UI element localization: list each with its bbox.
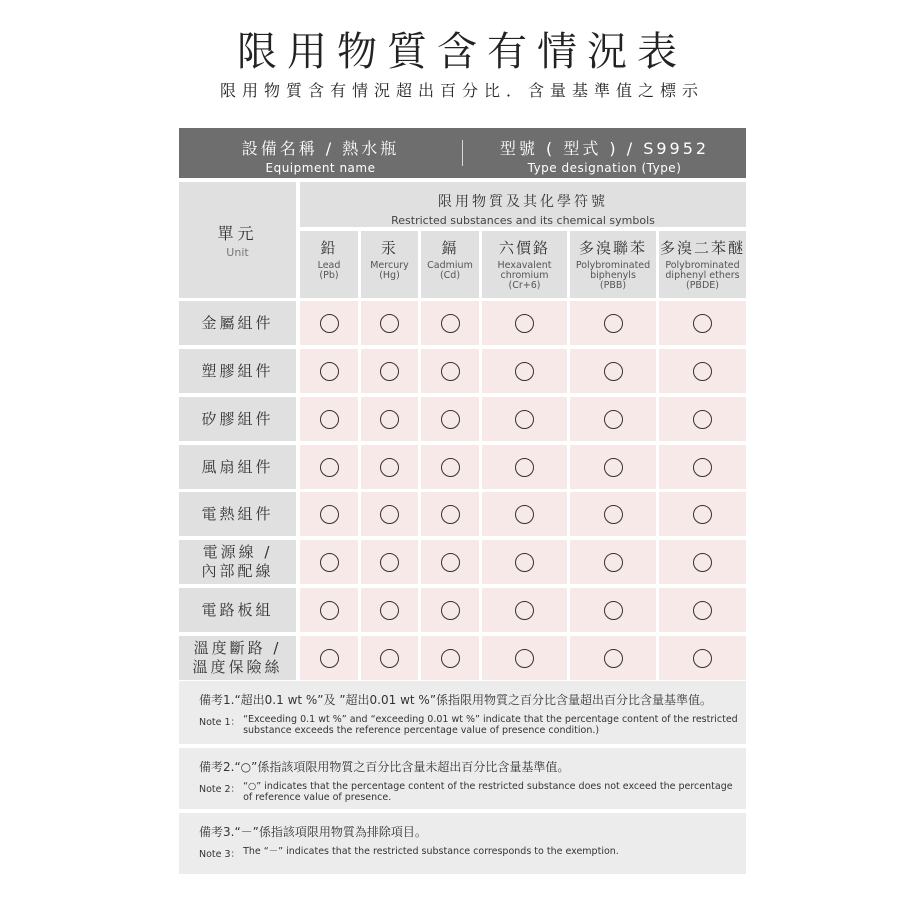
row-label-line: 電源線 / [202, 543, 273, 561]
note-1-text: “Exceeding 0.1 wt %” and “exceeding 0.01 wt %” indicate that the percentage content of the restricted substance exceeds the reference percentage value of presence condition.) [243, 714, 738, 736]
table-cell [570, 301, 656, 345]
circle-mark-icon [693, 505, 712, 524]
circle-mark-icon [515, 553, 534, 572]
row-label [179, 492, 296, 536]
note-3-label: Note 3： [199, 849, 241, 860]
note-2-en [199, 781, 746, 803]
substance-name-zh: 鉛 [320, 239, 338, 257]
substance-name-zh: 鎘 [441, 239, 459, 257]
row-label-text [201, 410, 273, 429]
circle-mark-icon [693, 649, 712, 668]
table-cell [421, 301, 479, 345]
substance-name-en-line: (PBB) [599, 280, 627, 291]
row-label-line: 溫度保險絲 [192, 658, 283, 676]
circle-mark-icon [320, 314, 339, 333]
table-cell [361, 445, 418, 489]
page-subtitle: 限用物質含有情況超出百分比．含量基準值之標示 [219, 81, 704, 100]
substance-name-en-line: biphenyls [590, 270, 636, 281]
substance-name-zh: 六價鉻 [498, 239, 550, 257]
substance-name-zh: 多溴二苯醚 [659, 239, 745, 257]
table-cell [570, 492, 656, 536]
substance-name-en-line: diphenyl ethers [665, 270, 740, 281]
row-label-text [201, 314, 273, 333]
unit-label-zh: 單元 [217, 224, 258, 243]
table-cell [482, 397, 567, 441]
row-label [179, 349, 296, 393]
type-designation-en: Type designation (Type) [527, 161, 682, 175]
header-bar [179, 128, 746, 178]
row-label [179, 636, 296, 680]
circle-mark-icon [515, 314, 534, 333]
table-cell [361, 588, 418, 632]
table-cell [482, 445, 567, 489]
substance-name-en-line: Polybrominated [665, 260, 740, 271]
substance-name-en [300, 261, 358, 281]
circle-mark-icon [380, 458, 399, 477]
table-cell [300, 397, 358, 441]
substance-header [421, 231, 479, 298]
table-cell [421, 588, 479, 632]
row-label-line: 電熱組件 [201, 504, 274, 523]
circle-mark-icon [604, 649, 623, 668]
unit-header [179, 182, 296, 298]
note-2-text: “○” indicates that the percentage content of the restricted substance does not exceed the percentage of reference value of presence. [243, 781, 733, 803]
substance-name-en-line: (Pb) [319, 270, 339, 281]
note-3-text: The “－” indicates that the restricted substance corresponds to the exemption. [243, 846, 619, 857]
substance-name-en-line: (PBDE) [686, 280, 719, 291]
substance-name-en-line: Polybrominated [575, 260, 651, 271]
circle-mark-icon [693, 410, 712, 429]
table-cell [300, 349, 358, 393]
substance-name-en [482, 261, 567, 291]
substance-header [482, 231, 567, 298]
circle-mark-icon [320, 410, 339, 429]
circle-mark-icon [515, 410, 534, 429]
table-cell [421, 397, 479, 441]
substance-name-en-line: Cadmium [427, 260, 473, 271]
substance-header [300, 231, 358, 298]
note-3 [179, 813, 746, 874]
table-cell [421, 636, 479, 680]
table-cell [482, 636, 567, 680]
restricted-substances-en: Restricted substances and its chemical symbols [391, 214, 655, 227]
circle-mark-icon [441, 410, 460, 429]
note-2 [179, 748, 746, 809]
row-label-text [201, 505, 273, 524]
substance-name-en-line: chromium [500, 270, 549, 281]
table-cell [361, 301, 418, 345]
substance-name-en [570, 261, 656, 291]
circle-mark-icon [320, 649, 339, 668]
note-2-label: Note 2： [199, 784, 241, 795]
row-label [179, 397, 296, 441]
equipment-name-cell [179, 128, 462, 178]
circle-mark-icon [320, 601, 339, 620]
table-cell [659, 397, 746, 441]
circle-mark-icon [515, 505, 534, 524]
circle-mark-icon [604, 362, 623, 381]
table-cell [482, 540, 567, 584]
row-label-text [201, 458, 273, 477]
row-label-line: 溫度斷路 / [193, 639, 282, 657]
table-cell [570, 397, 656, 441]
circle-mark-icon [380, 553, 399, 572]
table-cell [361, 397, 418, 441]
circle-mark-icon [604, 601, 623, 620]
circle-mark-icon [320, 505, 339, 524]
table-cell [570, 540, 656, 584]
substance-header [570, 231, 656, 298]
circle-mark-icon [320, 553, 339, 572]
circle-mark-icon [380, 601, 399, 620]
circle-mark-icon [604, 505, 623, 524]
substance-name-en-line: Lead [317, 260, 341, 271]
equipment-name-zh: 設備名稱 / 熱水瓶 [241, 139, 400, 158]
table-cell [659, 588, 746, 632]
circle-mark-icon [441, 553, 460, 572]
row-label-text [201, 362, 273, 381]
row-label-line: 電路板組 [201, 600, 274, 619]
row-label [179, 445, 296, 489]
substance-name-en-line: (Hg) [379, 270, 400, 281]
circle-mark-icon [515, 649, 534, 668]
note-1-en [199, 714, 746, 736]
circle-mark-icon [693, 458, 712, 477]
note-3-en [199, 846, 746, 860]
row-label-text [201, 543, 273, 581]
circle-mark-icon [515, 458, 534, 477]
row-label-line: 塑膠組件 [201, 361, 274, 380]
circle-mark-icon [380, 505, 399, 524]
table-cell [300, 636, 358, 680]
type-designation-cell [463, 128, 746, 178]
row-label [179, 540, 296, 584]
row-label-line: 風扇組件 [201, 457, 274, 476]
table-cell [300, 492, 358, 536]
substance-name-en [659, 261, 746, 291]
table-cell [482, 301, 567, 345]
table-cell [570, 349, 656, 393]
table-cell [482, 492, 567, 536]
row-label-line: 內部配線 [201, 562, 274, 580]
table-cell [570, 588, 656, 632]
restricted-substances-header [300, 182, 746, 227]
circle-mark-icon [693, 601, 712, 620]
row-label-text [192, 639, 282, 677]
table-cell [570, 445, 656, 489]
substance-name-en-line: (Cd) [439, 270, 461, 281]
table-cell [659, 445, 746, 489]
circle-mark-icon [515, 362, 534, 381]
substance-name-zh: 多溴聯苯 [578, 239, 647, 257]
substance-name-en [361, 261, 418, 281]
row-label [179, 588, 296, 632]
circle-mark-icon [380, 362, 399, 381]
circle-mark-icon [441, 649, 460, 668]
table-cell [361, 636, 418, 680]
note-3-zh: 備考3.“－”係指該項限用物質為排除項目。 [199, 825, 427, 839]
table-cell [300, 301, 358, 345]
page-title: 限用物質含有情況表 [237, 29, 687, 75]
circle-mark-icon [604, 458, 623, 477]
substance-header [659, 231, 746, 298]
circle-mark-icon [604, 553, 623, 572]
table-cell [421, 492, 479, 536]
circle-mark-icon [441, 458, 460, 477]
row-label-text [201, 601, 273, 620]
type-designation-zh: 型號 ( 型式 ) / S9952 [499, 139, 710, 158]
circle-mark-icon [441, 505, 460, 524]
substance-name-en-line: (Cr+6) [508, 280, 541, 291]
table-cell [659, 301, 746, 345]
substance-header [361, 231, 418, 298]
row-label-line: 矽膠組件 [201, 409, 274, 428]
circle-mark-icon [604, 314, 623, 333]
substance-name-en-line: Mercury [370, 260, 409, 271]
unit-label-en: Unit [226, 246, 249, 259]
circle-mark-icon [604, 410, 623, 429]
table-cell [482, 588, 567, 632]
table-cell [361, 492, 418, 536]
table-cell [421, 540, 479, 584]
circle-mark-icon [380, 649, 399, 668]
table-cell [300, 540, 358, 584]
circle-mark-icon [693, 314, 712, 333]
equipment-name-en: Equipment name [265, 161, 376, 175]
table-cell [659, 349, 746, 393]
row-label [179, 301, 296, 345]
restricted-substances-zh: 限用物質及其化學符號 [438, 194, 608, 210]
table-cell [421, 349, 479, 393]
circle-mark-icon [320, 458, 339, 477]
substance-name-en [421, 261, 479, 281]
circle-mark-icon [441, 601, 460, 620]
note-1 [179, 681, 746, 744]
row-label-line: 金屬組件 [201, 313, 274, 332]
circle-mark-icon [441, 314, 460, 333]
table-cell [570, 636, 656, 680]
note-1-zh: 備考1.“超出0.1 wt %”及 ”超出0.01 wt %”係指限用物質之百分比含量超出百分比含量基準值。 [199, 693, 713, 707]
table-cell [482, 349, 567, 393]
table-cell [659, 492, 746, 536]
table-cell [361, 540, 418, 584]
circle-mark-icon [693, 553, 712, 572]
circle-mark-icon [693, 362, 712, 381]
circle-mark-icon [380, 314, 399, 333]
table-cell [659, 636, 746, 680]
note-1-label: Note 1： [199, 717, 241, 728]
note-2-zh: 備考2.“○”係指該項限用物質之百分比含量未超出百分比含量基準值。 [199, 760, 570, 774]
circle-mark-icon [320, 362, 339, 381]
circle-mark-icon [441, 362, 460, 381]
substance-name-zh: 汞 [380, 239, 398, 257]
circle-mark-icon [515, 601, 534, 620]
table-cell [659, 540, 746, 584]
circle-mark-icon [380, 410, 399, 429]
table-cell [300, 445, 358, 489]
table-cell [361, 349, 418, 393]
table-cell [300, 588, 358, 632]
substance-name-en-line: Hexavalent [497, 260, 552, 271]
table-cell [421, 445, 479, 489]
